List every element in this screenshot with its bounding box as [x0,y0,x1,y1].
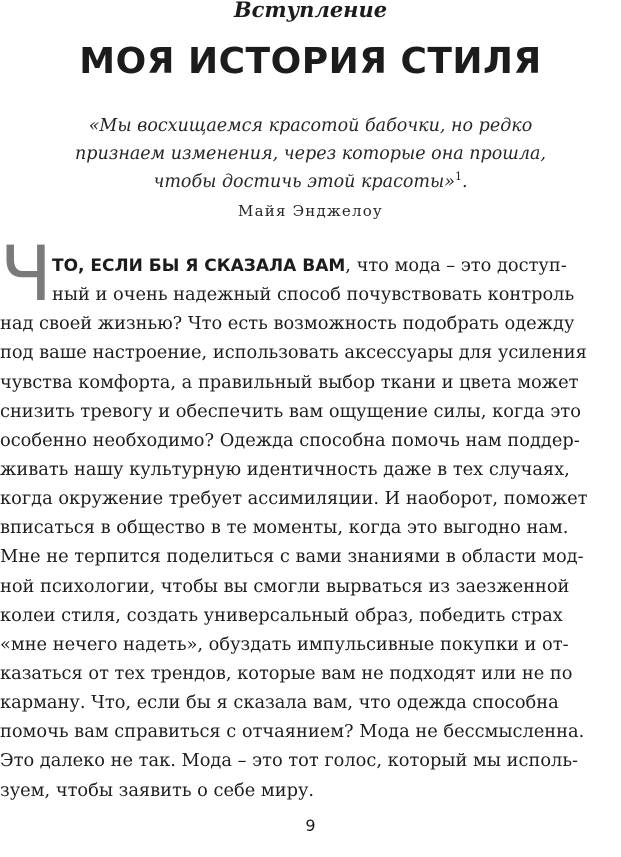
body-line [0,251,621,280]
body-line: колеи стиля, создать универсальный образ, победить страх [0,604,563,626]
body-line: ный и очень надежный способ почувствовать контроль [52,284,575,306]
body-line: вписаться в общество в те моменты, когда это выгодно нам. [0,517,569,539]
footnote-mark[interactable]: 1 [454,170,462,183]
body-line: карману. Что, если бы я сказала вам, что одежда способна [0,692,559,714]
body-paragraph [0,251,621,805]
body-line: «мне нечего надеть», обуздать импульсивные покупки и от- [0,633,569,655]
chapter-title: МОЯ ИСТОРИЯ СТИЛЯ [79,41,542,82]
epigraph [60,112,561,196]
epigraph-line [60,168,561,196]
epigraph-line-text: чтобы достичь этой красоты» [153,172,455,192]
body-line: казаться от тех трендов, которые вам не подходят или не по [0,662,573,684]
body-line: особенно необходимо? Одежда способна помочь нам поддер- [0,429,580,451]
lead-in: ТО, ЕСЛИ БЫ Я СКАЗАЛА ВАМ [52,256,346,276]
epigraph-author: Майя Энджелоу [238,202,383,220]
body-line: чувства комфорта, а правильный выбор ткани и цвета может [0,371,579,393]
body-line: когда окружение требует ассимиляции. И наоборот, поможет [0,488,588,510]
page-number: 9 [305,816,316,835]
epigraph-period: . [461,172,468,192]
body-line: помочь вам справиться с отчаянием? Мода не бессмысленна. [0,721,585,743]
epigraph-line: «Мы восхищаемся красотой бабочки, но редко [88,116,533,136]
body-line: под ваше настроение, использовать аксессуары для усиления [0,342,587,364]
body-line: снизить тревогу и обеспечить вам ощущение силы, когда это [0,400,581,422]
body-line: ной психологии, чтобы вы смогли вырваться из заезженной [0,575,570,597]
body-line: Это далеко не так. Мода – это тот голос, который мы исполь- [0,750,579,772]
body-line: зуем, чтобы заявить о себе миру. [0,779,315,801]
drop-cap: Ч [0,229,53,318]
body-line: над своей жизнью? Что есть возможность подобрать одежду [0,313,575,335]
body-line: Мне не терпится поделиться с вами знаниями в области мод- [0,546,584,568]
section-label: Вступление [233,0,388,22]
body-line: живать нашу культурную идентичность даже в тех случаях, [0,458,570,480]
epigraph-line: признаем изменения, через которые она прошла, [75,144,546,164]
body-line-text: , что мода – это доступ- [345,255,567,276]
